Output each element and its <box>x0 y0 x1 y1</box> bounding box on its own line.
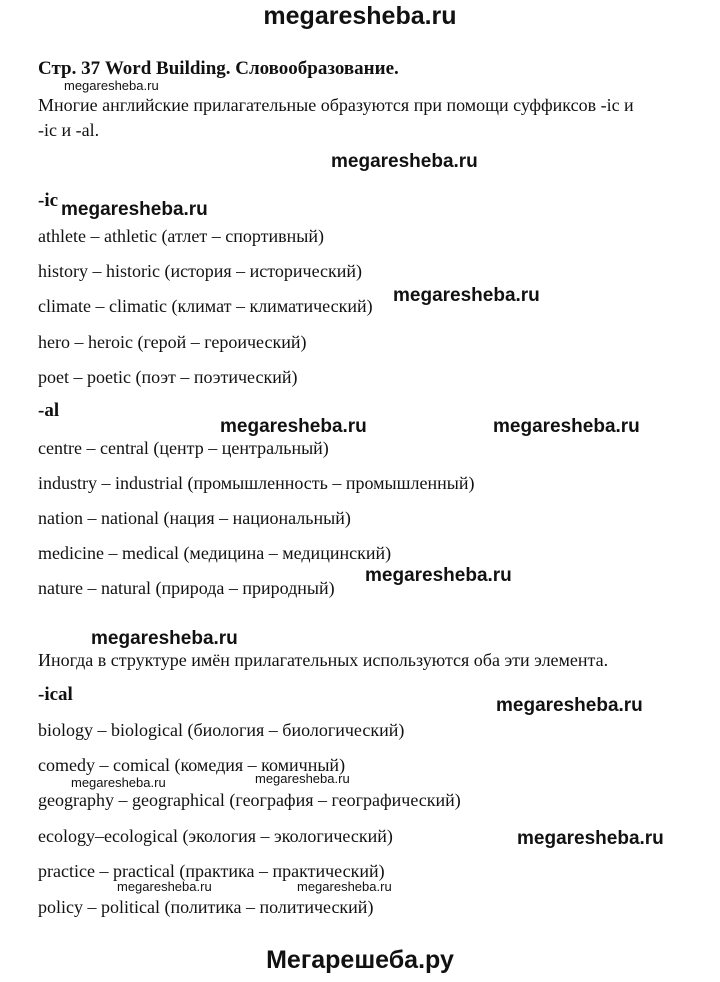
watermark: megaresheba.ru <box>117 879 212 894</box>
section-heading-al: -al <box>38 400 60 421</box>
entry-al-industrial: industry – industrial (промышленность – промышленный) <box>38 473 475 493</box>
section-heading-ic: -ic <box>38 190 59 211</box>
entry-al-national: nation – national (нация – национальный) <box>38 508 351 528</box>
watermark: megaresheba.ru <box>517 828 664 849</box>
watermark: megaresheba.ru <box>61 199 208 220</box>
watermark: megaresheba.ru <box>393 285 540 306</box>
site-header[interactable]: megaresheba.ru <box>263 2 457 30</box>
entry-ic-historic: history – historic (история – исторический) <box>38 261 363 281</box>
entry-ic-heroic: hero – heroic (герой – героический) <box>38 332 307 352</box>
entry-al-medical: medicine – medical (медицина – медицинский) <box>38 543 392 563</box>
site-footer[interactable]: Мегарешеба.ру <box>266 946 454 974</box>
watermark: megaresheba.ru <box>297 879 392 894</box>
entry-ical-comical: comedy – comical (комедия – комичный) <box>38 755 346 775</box>
note-both-suffixes: Иногда в структуре имён прилагательных используются оба эти элемента. <box>38 650 609 670</box>
watermark: megaresheba.ru <box>493 416 640 437</box>
entry-al-natural: nature – natural (природа – природный) <box>38 578 335 598</box>
page-title: Стр. 37 Word Building. Словообразование. <box>38 58 399 79</box>
section-heading-ical: -ical <box>38 684 73 705</box>
watermark: megaresheba.ru <box>71 775 166 790</box>
entry-al-central: centre – central (центр – центральный) <box>38 438 329 458</box>
entry-ic-climatic: climate – climatic (климат – климатический) <box>38 296 373 316</box>
entry-ic-poetic: poet – poetic (поэт – поэтический) <box>38 367 298 387</box>
watermark: megaresheba.ru <box>331 151 478 172</box>
entry-ical-geographical: geography – geographical (география – географический) <box>38 790 461 810</box>
intro-line-1: Многие английские прилагательные образуются при помощи суффиксов -ic и <box>38 95 634 115</box>
entry-ical-ecological: ecology–ecological (экология – экологический) <box>38 826 393 846</box>
entry-ic-athletic: athlete – athletic (атлет – спортивный) <box>38 226 324 246</box>
watermark: megaresheba.ru <box>64 78 159 93</box>
entry-ical-practical: practice – practical (практика – практический) <box>38 861 385 881</box>
watermark: megaresheba.ru <box>91 628 238 649</box>
watermark: megaresheba.ru <box>220 416 367 437</box>
intro-line-2: -ic и -al. <box>38 120 100 140</box>
watermark: megaresheba.ru <box>496 695 643 716</box>
entry-ical-political: policy – political (политика – политический) <box>38 897 374 917</box>
entry-ical-biological: biology – biological (биология – биологический) <box>38 720 405 740</box>
watermark: megaresheba.ru <box>255 771 350 786</box>
watermark: megaresheba.ru <box>365 565 512 586</box>
